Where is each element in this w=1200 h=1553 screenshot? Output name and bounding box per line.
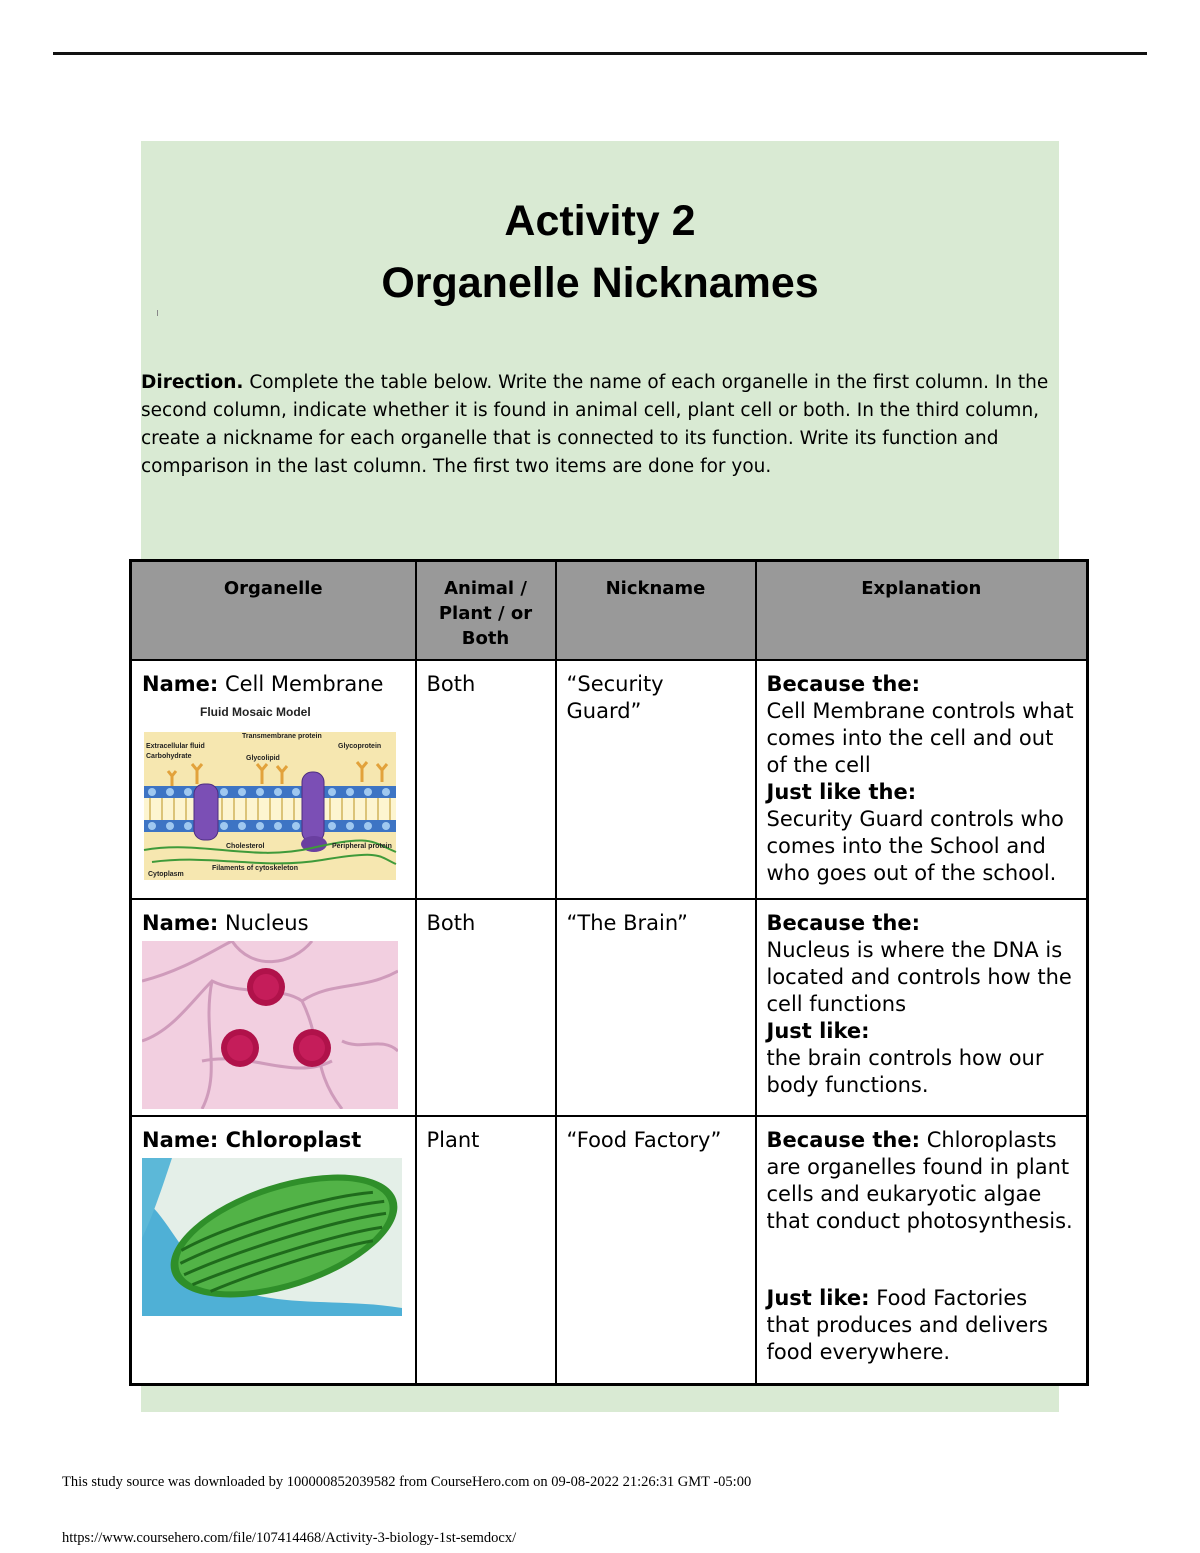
because-label: Because the: [766,1128,921,1152]
because-text: Nucleus is where the DNA is located and controls how the cell functions [766,938,1072,1016]
figure-label: Glycoprotein [338,743,382,750]
explanation-cell [756,1116,1088,1385]
page-title [141,190,1059,314]
nickname-cell: “The Brain” [556,899,756,1116]
just-like-label: Just like the: [766,780,917,804]
location-cell: Both [416,899,556,1116]
figure-label: Cytoplasm [148,871,184,878]
direction-label: Direction. [141,372,244,393]
figure-label: Carbohydrate [146,753,192,760]
figure-label: Transmembrane protein [242,733,322,740]
figure-label: Extracellular fluid [146,743,205,750]
explanation-cell [756,899,1088,1116]
chloroplast-micrograph-image [142,1158,402,1316]
location-cell: Both [416,660,556,899]
table-row [131,1116,1088,1385]
organelle-name: Nucleus [218,911,309,935]
table-row [131,660,1088,899]
direction-text: Complete the table below. Write the name of each organelle in the first column. In the second column, indicate whether it is found in animal cell, plant cell or both. In the third column, create a nickname for each organelle that is connected to its function. Write its function and comparison in the last column. The first two items are done for you. [141,372,1049,477]
figure-label: Filaments of cytoskeleton [212,865,298,872]
because-label: Because the: [766,911,921,935]
just-like-text: the brain controls how our body functions. [766,1046,1044,1097]
organelle-cell [131,899,416,1116]
figure-label: Cholesterol [226,843,265,850]
header-nickname: Nickname [556,561,756,661]
name-label: Name: Chloroplast [142,1128,362,1152]
nucleus-micrograph-image [142,941,398,1109]
direction-paragraph [141,369,1066,481]
organelle-name: Cell Membrane [218,672,384,696]
table-header-row [131,561,1088,661]
explanation-cell [756,660,1088,899]
location-cell: Plant [416,1116,556,1385]
nickname-cell: “Food Factory” [556,1116,756,1385]
header-location: Animal / Plant / or Both [416,561,556,661]
just-like-label: Just like: [766,1286,870,1310]
just-like-text: Security Guard controls who comes into the School and who goes out of the school. [766,807,1064,885]
title-line-1: Activity 2 [504,197,696,245]
header-organelle: Organelle [131,561,416,661]
because-text: Chloroplasts are organelles found in plant cells and eukaryotic algae that conduct photosynthesis. [766,1128,1073,1233]
name-label: Name: [142,672,219,696]
because-label: Because the: [766,672,921,696]
header-explanation: Explanation [756,561,1088,661]
figure-title: Fluid Mosaic Model [200,705,311,719]
just-like-label: Just like: [766,1019,870,1043]
nickname-cell: “Security Guard” [556,660,756,899]
figure-label: Peripheral protein [332,843,392,850]
top-rule [53,52,1147,55]
just-like-text: Food Factories that produces and delivers food everywhere. [766,1286,1048,1364]
fluid-mosaic-model-image [142,702,398,880]
name-label: Name: [142,911,219,935]
table-row [131,899,1088,1116]
source-url: https://www.coursehero.com/file/107414468/Activity-3-biology-1st-semdocx/ [62,1530,517,1546]
because-text: Cell Membrane controls what comes into the cell and out of the cell [766,699,1074,777]
organelle-cell [131,1116,416,1385]
stray-mark [157,310,158,316]
organelle-table [129,559,1089,1386]
organelle-cell [131,660,416,899]
download-notice: This study source was downloaded by 100000852039582 from CourseHero.com on 09-08-2022 21:26:31 GMT -05:00 [62,1474,752,1490]
figure-label: Glycolipid [246,755,280,762]
title-line-2: Organelle Nicknames [381,259,819,307]
